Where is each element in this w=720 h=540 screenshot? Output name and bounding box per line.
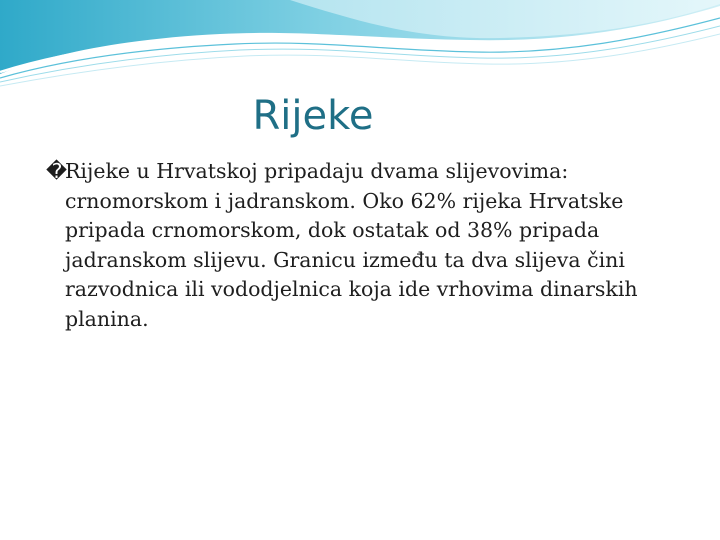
wave-header-decoration (0, 0, 720, 90)
bullet-glyph: � (46, 159, 68, 183)
bullet-paragraph (46, 157, 686, 334)
slide-title: Rijeke (252, 93, 374, 139)
paragraph-text: Rijeke u Hrvatskoj pripadaju dvama slijevovima: crnomorskom i jadranskom. Oko 62% rijeka Hrvatske pripada crnomorskom, dok ostatak od 38% pripada jadranskom slijevu. Granicu između ta dva slijeva čini razvodnica ili vododjelnica koja ide vrhovima dinarskih planina. (65, 159, 638, 331)
body-text (46, 157, 686, 334)
